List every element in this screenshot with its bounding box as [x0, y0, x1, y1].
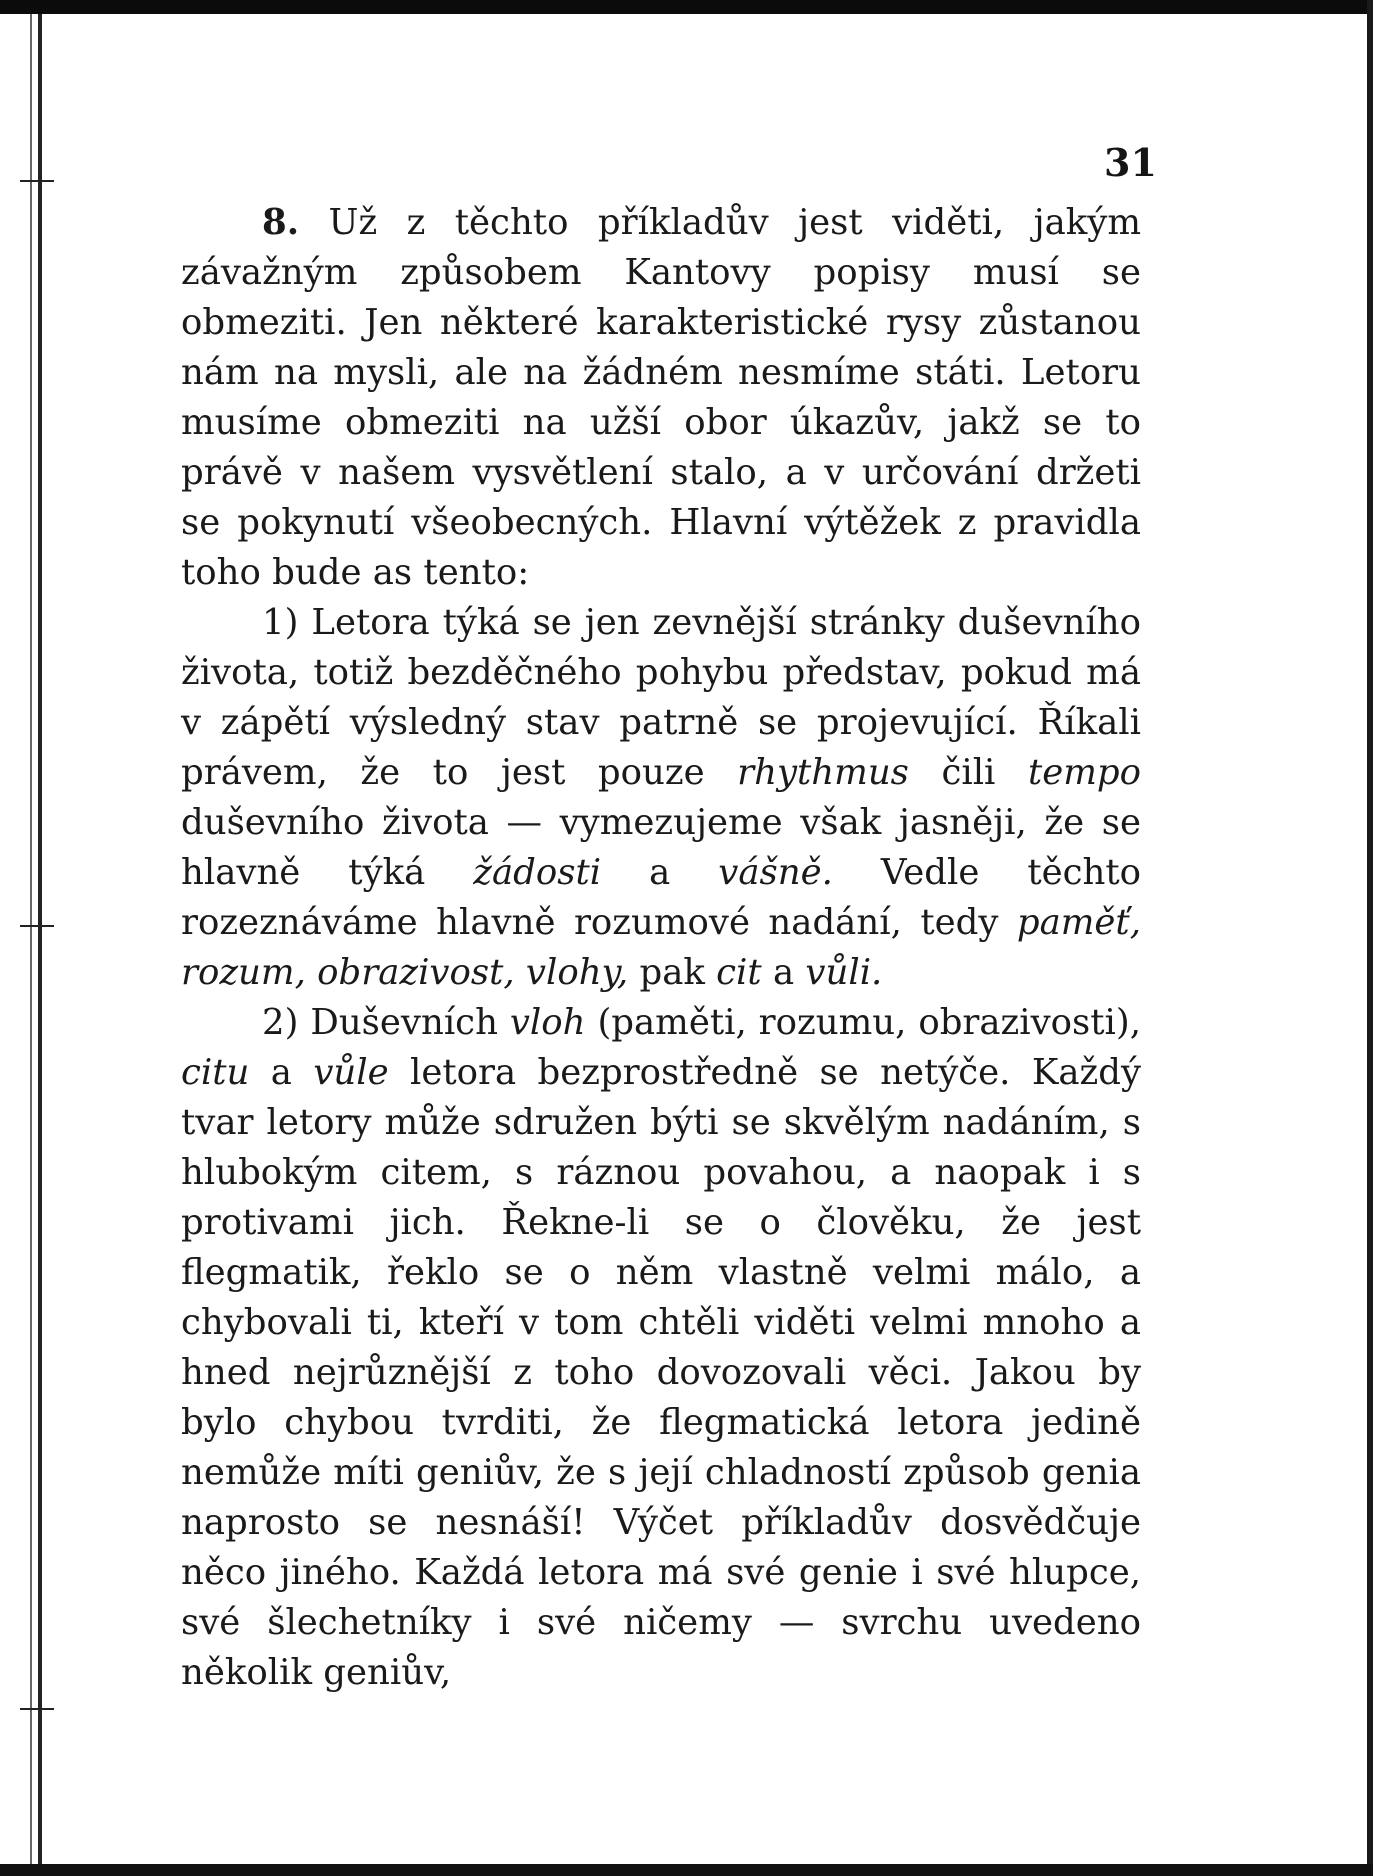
binding-shadow [30, 14, 32, 1864]
binding-edge [38, 14, 42, 1864]
scan-bottom-edge [0, 1864, 1373, 1876]
binding-tick [20, 925, 54, 927]
page-number: 31 [1104, 140, 1157, 185]
paragraph-8: 8. Už z těchto příkladův jest viděti, jakým závažným způsobem Kantovy popisy musí se obmeziti. Jen některé karakteristické rysy zůstanou nám na mysli, ale na žádném nesmíme státi. Letoru musíme obmeziti na užší obor úkazův, jakž se to právě v našem vysvětlení stalo, a v určování držeti se pokynutí všeobecných. Hlavní výtěžek z pravidla toho bude as tento: [181, 202, 1141, 593]
paragraph-point-1: 1) Letora týká se jen zevnější stránky duševního života, totiž bezděčného pohybu představ, pokud má v zápětí výsledný stav patrně se projevující. Říkali právem, že to jest pouze rhythmus čili tempo duševního života — vymezujeme však jasněji, že se hlavně týká žádosti a vášně. Vedle těchto rozeznáváme hlavně rozumové nadání, tedy paměť, rozum, obrazivost, vlohy, pak cit a vůli. [181, 602, 1141, 993]
paragraph-point-2: 2) Duševních vloh (paměti, rozumu, obrazivosti), citu a vůle letora bezprostředně se netýče. Každý tvar letory může sdružen býti se skvělým nadáním, s hlubokým citem, s ráznou povahou, a naopak i s protivami jich. Řekne-li se o člověku, že jest flegmatik, řeklo se o něm vlastně velmi málo, a chybovali ti, kteří v tom chtěli viděti velmi mnoho a hned nejrůznější z toho dovozovali věci. Jakou by bylo chybou tvrditi, že flegmatická letora jedině nemůže míti geniův, že s její chladností způsob genia naprosto se nesnáší! Výčet příkladův dosvědčuje něco jiného. Každá letora má své genie i své hlupce, své šlechetníky i své ničemy — svrchu uvedeno několik geniův, [181, 1002, 1142, 1693]
section-number: 8. [262, 202, 300, 243]
binding-tick [20, 180, 54, 182]
scan-right-edge [1367, 0, 1373, 1876]
scan-top-edge [0, 0, 1373, 14]
body-text [181, 198, 1141, 1698]
binding-tick [20, 1708, 54, 1710]
